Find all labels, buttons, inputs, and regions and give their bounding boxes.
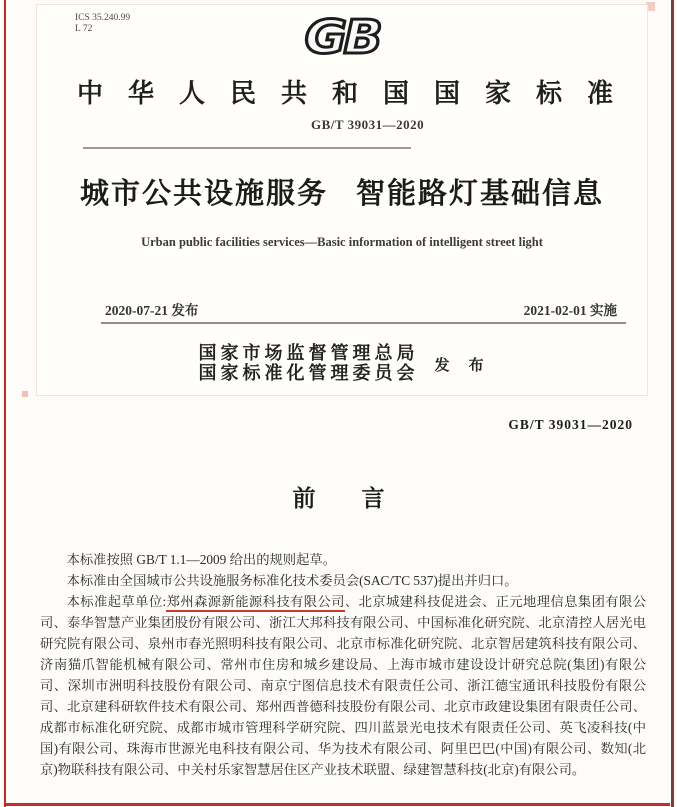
issuer-line2: 国家标准化管理委员会 [198,363,419,383]
foreword-paragraph-1: 本标准按照 GB/T 1.1—2009 给出的规则起草。 [66,552,336,567]
issuer-names [198,343,418,383]
dates-row [105,299,617,319]
scan-artifact-cover-bottom [22,391,28,397]
highlighted-company: 郑州森源新能源科技有限公司 [166,594,345,612]
issuer-block [37,343,647,383]
issue-date: 2020-07-21 发布 [105,303,199,318]
left-scan-edge-line [4,0,6,807]
standard-number: GB/T 39031—2020 [311,117,425,132]
gb-logo-icon: GB [304,10,380,64]
right-scan-edge-line [671,0,674,807]
title-cn-part1: 城市公共设施服务 [79,178,328,210]
national-standard-title: 中华人民共和国国家标准 [77,79,639,108]
page-header-number: GB/T 39031—2020 [508,417,633,432]
ics-class-code: L 72 [75,24,93,34]
foreword-title: 前 言 [292,486,385,511]
drafting-units-rest: 、北京城建科技促进会、正元地理信息集团有限公司、泰华智慧产业集团股份有限公司、浙江大邦科技有限公司、中国标准化研究院、北京清控人居光电研究院有限公司、泉州市春光照明科技有限公司、北京市标准化研究院、北京智居建筑科技有限公司、济南猫爪智能机械有限公司、常州市住房和城乡建设局、上海市城市建设设计研究总院(集团)有限公司、深圳市洲明科技股份有限公司、南京宁图信息技术有限责任公司、浙江德宝通讯科技股份有限公司、北京建科研软件技术有限公司、郑州西普德科技股份有限公司、北京市政建设集团有限责任公司、成都市标准化研究院、成都市城市管理科学研究院、四川蓝景光电技术有限责任公司、英飞凌科技(中国)有限公司、珠海市世源光电科技有限公司、华为技术有限公司、阿里巴巴(中国)有限公司、数知(北京)物联科技有限公司、中关村乐家智慧居住区产业技术联盟、绿建智慧科技(北京)有限公司。 [40,594,647,777]
title-cn-part2: 智能路灯基础信息 [356,178,605,210]
drafting-units-prefix: 本标准起草单位: [66,594,167,609]
header-divider-rule [83,147,411,149]
bottom-scan-edge-line [6,803,670,806]
foreword-paragraph-3 [40,591,646,780]
issuer-line1: 国家市场监督管理总局 [198,343,419,363]
standard-title-en: Urban public facilities services—Basic information of intelligent street light [141,235,543,249]
ics-code: ICS 35.240.99 [75,13,131,23]
dates-divider-rule [101,322,626,324]
foreword-body [40,549,646,780]
cover-scan [36,4,648,396]
implement-date: 2021-02-01 实施 [523,303,617,318]
foreword-paragraph-2: 本标准由全国城市公共设施服务标准化技术委员会(SAC/TC 537)提出并归口。 [66,573,518,588]
standard-title-cn [37,171,647,212]
issue-label: 发 布 [434,357,486,374]
